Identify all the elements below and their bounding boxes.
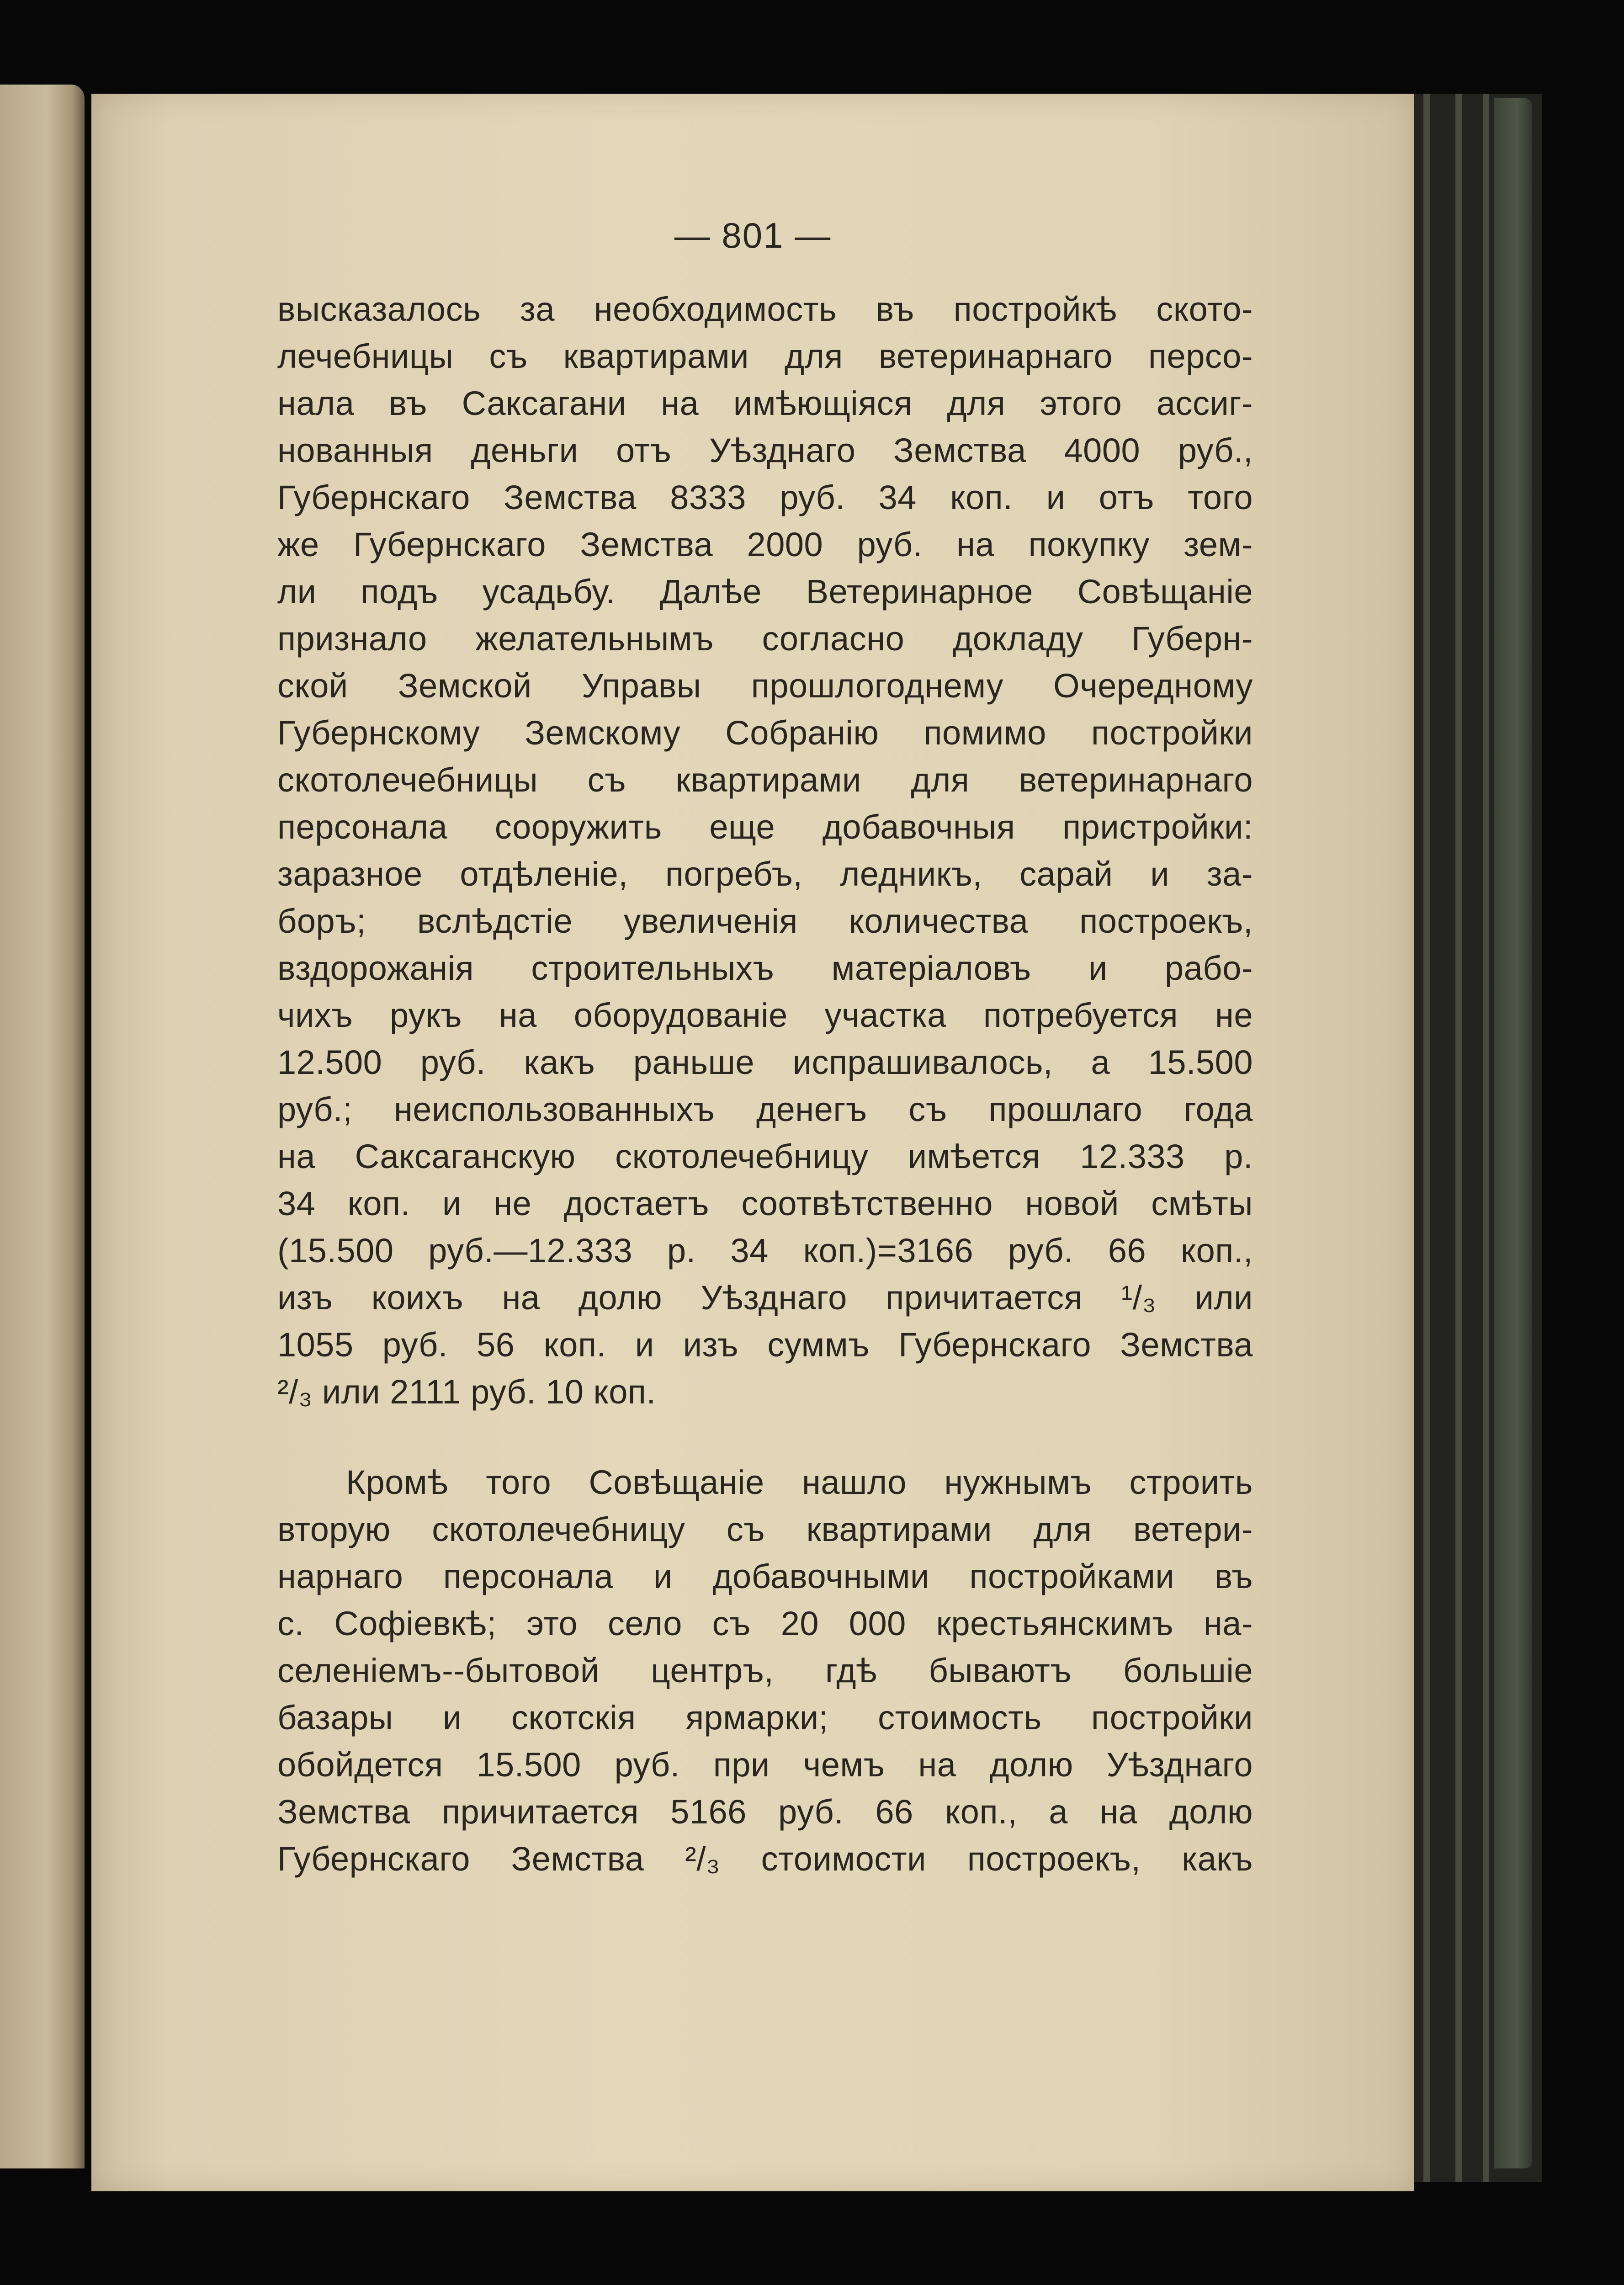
text-line: ²/₃ или 2111 руб. 10 коп.	[277, 1373, 656, 1411]
text-line: высказалось за необходимость въ постройкѣ ското-	[277, 290, 1253, 328]
text-line: 34 коп. и не достаетъ соотвѣтственно новой смѣты	[277, 1185, 1253, 1222]
text-line: с. Софіевкѣ; это село съ 20 000 крестьянскимъ на-	[277, 1605, 1253, 1642]
text-line: чихъ рукъ на оборудованіе участка потребуется не	[277, 996, 1253, 1034]
text-line: Губернскаго Земства 8333 руб. 34 коп. и отъ того	[277, 478, 1253, 516]
text-line: Губернскому Земскому Собранію помимо постройки	[277, 714, 1253, 752]
text-line: персонала сооружить еще добавочныя пристройки:	[277, 808, 1253, 846]
text-line: признало желательнымъ согласно докладу Губерн-	[277, 620, 1253, 658]
text-line: заразное отдѣленіе, погребъ, ледникъ, сарай и за-	[277, 855, 1253, 893]
text-line: нованныя деньги отъ Уѣзднаго Земства 4000 руб.,	[277, 431, 1253, 469]
text-line: руб.; неиспользованныхъ денегъ съ прошлаго года	[277, 1090, 1253, 1128]
text-line: селеніемъ--бытовой центръ, гдѣ бываютъ большіе	[277, 1652, 1253, 1690]
text-line: скотолечебницы съ квартирами для ветеринарнаго	[277, 761, 1253, 799]
text-line: Кромѣ того Совѣщаніе нашло нужнымъ строить	[346, 1463, 1253, 1501]
paragraph-gap	[277, 1415, 1253, 1459]
text-line: 1055 руб. 56 коп. и изъ суммъ Губернскаго Земства	[277, 1326, 1253, 1364]
text-line: ской Земской Управы прошлогоднему Очередному	[277, 667, 1253, 705]
text-line: лечебницы съ квартирами для ветеринарнаго персо-	[277, 337, 1253, 375]
text-line: Губернскаго Земства ²/₃ стоимости построекъ, какъ	[277, 1840, 1253, 1878]
text-line: вздорожанія строительныхъ матеріаловъ и рабо-	[277, 949, 1253, 987]
previous-page-edge	[0, 85, 85, 2168]
book-cover-edge	[1494, 98, 1532, 2168]
text-line: обойдется 15.500 руб. при чемъ на долю Уѣзднаго	[277, 1746, 1253, 1784]
text-line: (15.500 руб.—12.333 р. 34 коп.)=3166 руб. 66 коп.,	[277, 1232, 1253, 1270]
text-line: боръ; вслѣдстіе увеличенія количества построекъ,	[277, 902, 1253, 940]
text-line: Земства причитается 5166 руб. 66 коп., а на долю	[277, 1793, 1253, 1831]
text-line: ли подъ усадьбу. Далѣе Ветеринарное Совѣщаніе	[277, 573, 1253, 611]
text-line: на Саксаганскую скотолечебницу имѣется 12.333 р.	[277, 1137, 1253, 1175]
text-line: нарнаго персонала и добавочными постройками въ	[277, 1557, 1253, 1595]
text-line: изъ коихъ на долю Уѣзднаго причитается ¹/₃ или	[277, 1279, 1253, 1317]
text-line: вторую скотолечебницу съ квартирами для ветери-	[277, 1510, 1253, 1548]
book-page	[91, 94, 1414, 2191]
page-number: — 801 —	[674, 215, 832, 255]
text-line: нала въ Саксагани на имѣющіяся для этого ассиг-	[277, 384, 1253, 422]
text-line: 12.500 руб. какъ раньше испрашивалось, а 15.500	[277, 1043, 1253, 1081]
page-body-text	[277, 286, 1253, 1882]
text-line: базары и скотскія ярмарки; стоимость постройки	[277, 1699, 1253, 1737]
text-line: же Губернскаго Земства 2000 руб. на покупку зем-	[277, 526, 1253, 563]
